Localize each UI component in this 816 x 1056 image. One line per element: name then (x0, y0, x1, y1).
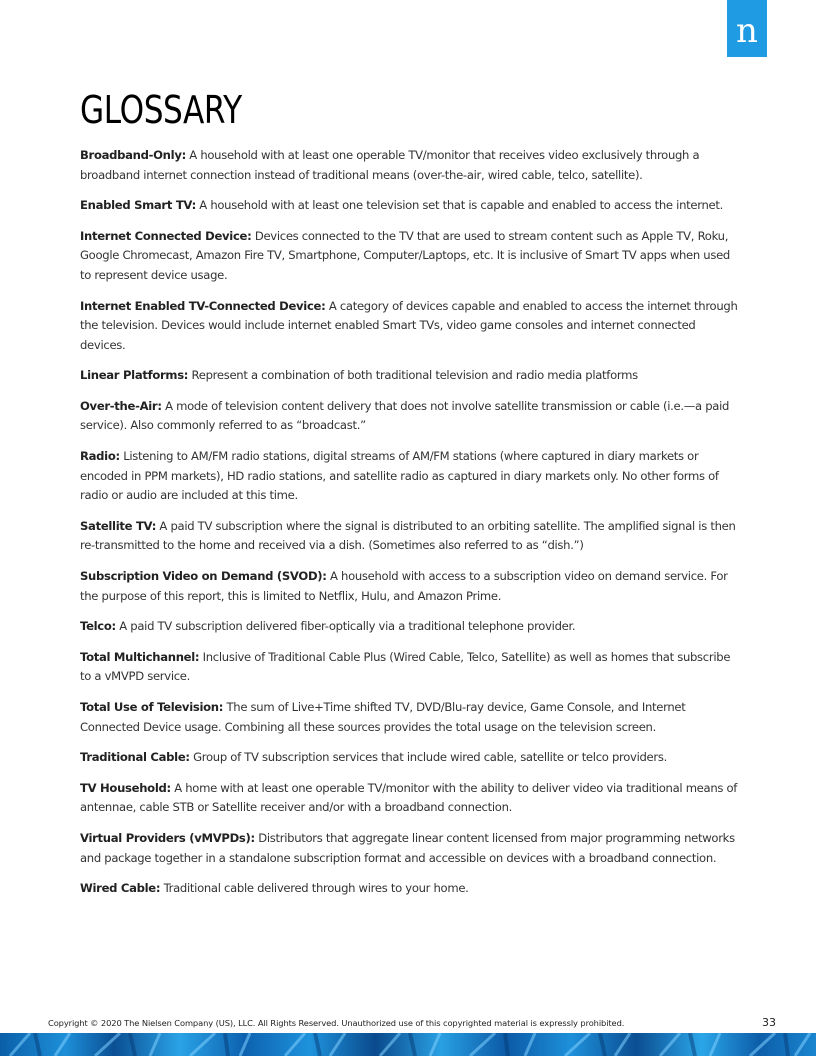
glossary-term: Satellite TV: (80, 518, 157, 533)
glossary-entry (80, 617, 740, 637)
glossary-term: Broadband-Only: (80, 148, 186, 162)
glossary-definition: Listening to AM/FM radio stations, digital streams of AM/FM stations (where captured in diary markets or encoded in PPM markets), HD radio stations, and satellite radio as captured in diary markets only. No other forms of radio or audio are included at this time. (80, 449, 719, 503)
glossary-entry (80, 829, 740, 868)
glossary-definition: The sum of Live+Time shifted TV, DVD/Blu-ray device, Game Console, and Internet Connected Device usage. Combining all these sources provides the total usage on the television screen. (80, 700, 686, 734)
glossary-definition: Traditional cable delivered through wires to your home. (160, 881, 469, 896)
decorative-footer-band (0, 1033, 816, 1056)
glossary-entry (80, 648, 740, 687)
glossary-term: Internet Connected Device: (80, 228, 252, 243)
page-footer (48, 1016, 776, 1029)
glossary-term: Internet Enabled TV-Connected Device: (80, 298, 326, 313)
glossary-definition: A household with at least one operable TV/monitor that receives video exclusively through a broadband internet connection instead of traditional means (over-the-air, wired cable, telco, satellite). (80, 148, 700, 182)
glossary-definition: A mode of television content delivery that does not involve satellite transmission or cable (i.e.—a paid service). Also commonly referred to as “broadcast.” (80, 398, 730, 433)
glossary-term: Subscription Video on Demand (SVOD): (80, 569, 327, 583)
glossary-definition: A household with at least one television set that is capable and enabled to access the internet. (195, 198, 723, 213)
glossary-term: Virtual Providers (vMVPDs): (80, 831, 255, 846)
glossary-term: Wired Cable: (80, 881, 161, 896)
glossary-list (80, 146, 740, 910)
glossary-term: Over-the-Air: (80, 398, 162, 413)
glossary-entry (80, 748, 740, 768)
glossary-definition: Group of TV subscription services that include wired cable, satellite or telco providers. (189, 750, 667, 765)
glossary-entry (80, 227, 740, 286)
glossary-entry (80, 879, 740, 899)
glossary-entry (80, 779, 740, 818)
glossary-term: Total Use of Television: (80, 700, 224, 715)
glossary-term: Telco: (80, 619, 116, 634)
glossary-term: Linear Platforms: (80, 368, 189, 383)
glossary-entry (80, 297, 740, 356)
glossary-definition: A home with at least one operable TV/monitor with the ability to deliver video via traditional means of antennae, cable STB or Satellite receiver and/or with a broadband connection. (80, 780, 738, 815)
glossary-entry (80, 698, 740, 737)
glossary-term: Radio: (80, 449, 120, 464)
glossary-entry (80, 397, 740, 436)
glossary-definition: Inclusive of Traditional Cable Plus (Wired Cable, Telco, Satellite) as well as homes that subscribe to a vMVPD service. (80, 649, 731, 684)
glossary-term: TV Household: (80, 780, 171, 795)
glossary-term: Enabled Smart TV: (80, 198, 196, 213)
glossary-entry (80, 146, 740, 185)
glossary-definition: Distributors that aggregate linear content licensed from major programming networks and package together in a standalone subscription format and accessible on devices with a broadband connection. (80, 831, 735, 865)
glossary-entry (80, 196, 740, 216)
glossary-term: Traditional Cable: (80, 750, 190, 765)
abstract-pattern-graphic (0, 1033, 816, 1056)
glossary-entry (80, 447, 740, 506)
glossary-entry (80, 567, 740, 606)
logo-glyph: n (736, 10, 758, 51)
glossary-definition: Represent a combination of both traditional television and radio media platforms (188, 368, 638, 383)
glossary-definition: A paid TV subscription delivered fiber-optically via a traditional telephone provider. (115, 619, 576, 634)
glossary-entry (80, 366, 740, 386)
nielsen-logo (727, 0, 767, 57)
page-number: 33 (762, 1016, 776, 1029)
glossary-entry (80, 517, 740, 556)
page-title: GLOSSARY (80, 88, 242, 132)
copyright-notice: Copyright © 2020 The Nielsen Company (US), LLC. All Rights Reserved. Unauthorized use of this copyrighted material is expressly prohibited. (48, 1017, 625, 1028)
glossary-definition: A paid TV subscription where the signal is distributed to an orbiting satellite. The amplified signal is then re-transmitted to the home and received via a dish. (Sometimes also referred to as “dish.”) (80, 518, 736, 553)
glossary-term: Total Multichannel: (80, 649, 200, 664)
glossary-definition: A household with access to a subscription video on demand service. For the purpose of this report, this is limited to Netflix, Hulu, and Amazon Prime. (80, 569, 728, 603)
glossary-definition: Devices connected to the TV that are used to stream content such as Apple TV, Roku, Google Chromecast, Amazon Fire TV, Smartphone, Computer/Laptops, etc. It is inclusive of Smart TV apps when used to represent device usage. (80, 228, 730, 282)
glossary-definition: A category of devices capable and enabled to access the internet through the television. Devices would include internet enabled Smart TVs, video game consoles and internet connected devices. (80, 298, 738, 352)
